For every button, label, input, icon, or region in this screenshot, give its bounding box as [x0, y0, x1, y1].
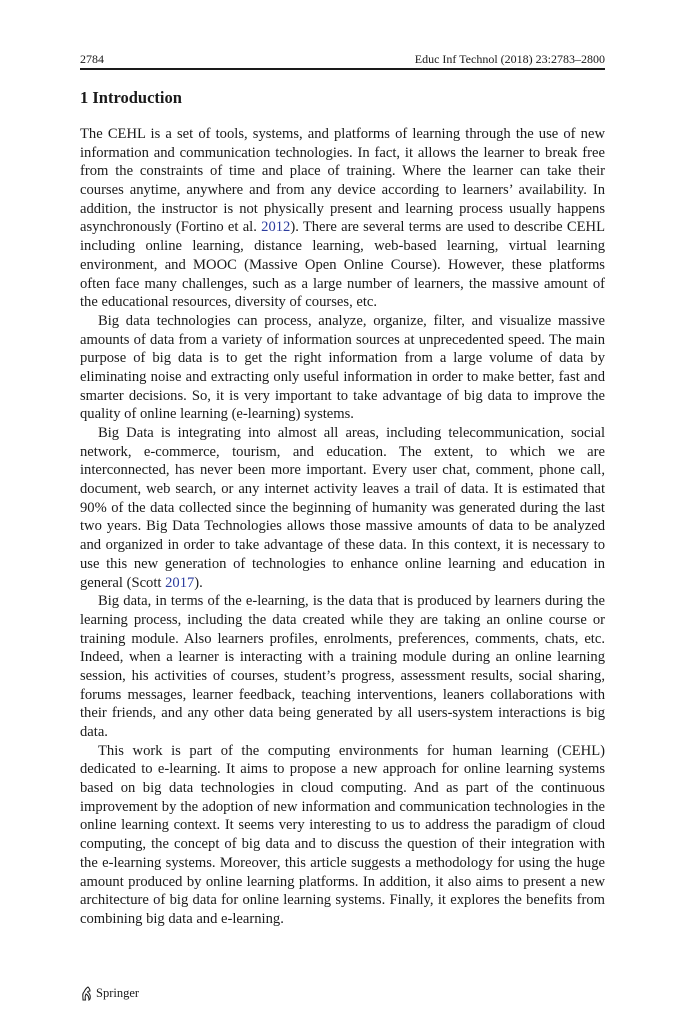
paragraph-5: This work is part of the computing environments for human learning (CEHL) dedicated to e-learning. It aims to propose a new approach for online learning systems based on big data technologies in cloud computing. And as part of the continuous improvement by the adoption of new information and communication technologies in the online learning context. It seems very interesting to us to address the paradigm of cloud computing, the concept of big data and to discuss the question of their integration with the e-learning systems. Moreover, this article suggests a methodology for using the huge amount produced by online learning platforms. In addition, it also aims to present a new architecture of big data for online learning systems. Finally, it explores the benefits from combining big data and e-learning.: [80, 742, 605, 927]
springer-horse-icon: [80, 986, 93, 1001]
citation-link-scott[interactable]: 2017: [165, 574, 195, 591]
page-number: 2784: [80, 52, 104, 66]
body-text: [80, 125, 605, 929]
paragraph-3-text: Big Data is integrating into almost all areas, including telecommunication, social network, e-commerce, tourism, and education. The extent, to which we are interconnected, has never been more important. Every user chat, comment, phone call, document, web search, or any internet activity leaves a trail of data. It is estimated that 90% of the data collected since the beginning of humanity was generated during the last two years. Big Data Technologies allows those massive amounts of data to be analyzed and organized in order to take advantage of these data. In this context, it is necessary to use this new generation of technologies to enhance online learning and education in general (Scott: [80, 425, 605, 591]
paragraph-1: [80, 125, 605, 312]
paragraph-1-text: The CEHL is a set of tools, systems, and platforms of learning through the use of new information and communication technologies. In fact, it allows the learner to break free from the constraints of time and place of training. Where the learner can take their courses anytime, anywhere and from any device according to learners’ availability. In addition, the instructor is not physically present and learning process usually happens asynchronously (Fortino et al.: [80, 126, 605, 236]
paragraph-3-text-end: ).: [194, 574, 203, 591]
citation-link-fortino[interactable]: 2012: [261, 219, 291, 236]
paragraph-3: [80, 424, 605, 592]
publisher-footer: [80, 983, 139, 1003]
paragraph-2: Big data technologies can process, analyze, organize, filter, and visualize massive amounts of data from a variety of information sources at unprecedented speed. The main purpose of big data is to get the right information from a large volume of data by eliminating noise and extracting only useful information in order to make better, fast and smarter decisions. So, it is very important to take advantage of big data to improve the quality of online learning (e-learning) systems.: [80, 312, 605, 423]
paragraph-1-text-end: ). There are several terms are used to describe CEHL including online learning, distance learning, web-based learning, virtual learning environment, and MOOC (Massive Open Online Course). However, these platforms often face many challenges, such as a large number of learners, the massive amount of the educational resources, diversity of courses, etc.: [80, 219, 605, 311]
paragraph-4: Big data, in terms of the e-learning, is the data that is produced by learners during the learning process, including the data created while they are taking an online course or training module. Also learners profiles, enrolments, preferences, comments, chats, etc. Indeed, when a learner is interacting with a training module during an online learning session, his activities of courses, student’s progress, assessment results, social sharing, forums messages, learner feedback, teaching interventions, leaners collaborations with their friends, and any other data being generated by all users-system interactions is big data.: [80, 593, 605, 740]
header-rule: [80, 68, 605, 70]
publisher-name: Springer: [96, 985, 140, 1000]
journal-citation: Educ Inf Technol (2018) 23:2783–2800: [414, 52, 605, 66]
section-title: 1 Introduction: [80, 88, 182, 107]
